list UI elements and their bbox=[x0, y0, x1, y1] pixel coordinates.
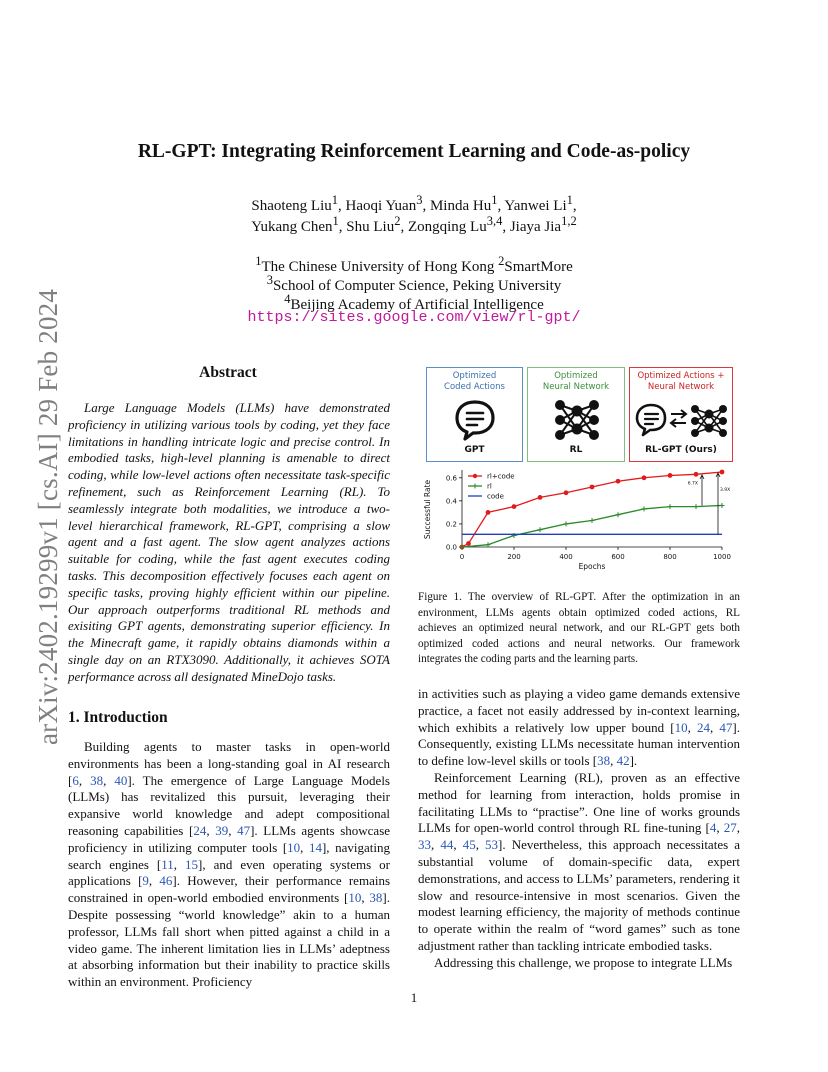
rl-box-header: Optimized Neural Network bbox=[542, 371, 610, 392]
intro-left-column bbox=[68, 739, 390, 991]
data-point-rl+code bbox=[616, 479, 621, 484]
data-point-rl bbox=[538, 527, 543, 532]
y-tick-label: 0.4 bbox=[445, 497, 457, 506]
intro-paragraph-continued: in activities such as playing a video game demands extensive practice, a facet not easily addressed by in-context learning, which exhibits a relatively low upper bound [10, 24, 47]. Consequently, existing LLMs necessitate human intervention to define low-level skills or tools [38, 42]. bbox=[418, 686, 741, 769]
intro-right-column bbox=[418, 686, 740, 972]
author-list-line-1: Shaoteng Liu$^1$, Haoqi Yuan$^3$, Minda Hu$^1$, Yanwei Li$^1$, bbox=[251, 193, 577, 214]
x-axis-label: Epochs bbox=[578, 562, 606, 571]
intro-paragraph-proposal: Addressing this challenge, we propose to integrate LLMs bbox=[434, 954, 733, 970]
gap-arrow-rl bbox=[700, 475, 704, 505]
rl-box-footer: RL bbox=[569, 445, 583, 455]
data-point-rl bbox=[460, 545, 465, 550]
abstract-paragraph: Large Language Models (LLMs) have demonstrated proficiency in utilizing various tools by coding, yet they face limitations in handling intricate logic and precise control. In embodied tasks, high-level planning is amenable to direct coding, while low-level actions often necessitate task-specific refinement, such as Reinforcement Learning (RL). To seamlessly integrate both modalities, we introduce a two-level hierarchical framework, RL-GPT, comprising a slow agent and a fast agent. The slow agent analyzes actions suitable for coding, while the fast agent executes coding tasks. This decomposition effectively focuses each agent on specific tasks, proving highly efficient within our pipeline. Our approach outperforms traditional RL methods and exisiting GPT agents, demonstrating superior efficiency. In the Minecraft game, it rapidly obtains diamonds within a single day on an RTX3090. Additionally, it achieves SOTA performance across all designated MineDojo tasks. bbox=[68, 400, 390, 684]
page-number: 1 bbox=[410, 990, 418, 1005]
abstract-heading: Abstract bbox=[199, 364, 257, 381]
chat-bubble-icon bbox=[453, 398, 497, 442]
data-point-rl+code bbox=[512, 504, 517, 509]
gap-label-rl: 6.7X bbox=[687, 481, 698, 487]
affiliation-1: $^1$The Chinese University of Hong Kong $^2$SmartMore bbox=[255, 254, 573, 275]
data-point-rl+code bbox=[486, 510, 491, 515]
figure-caption: Figure 1. The overview of RL-GPT. After the optimization in an environment, LLMs agents obtain optimized coded actions, RL achieves an optimized neural network, and our RL-GPT gets both optimized coded actions and neural networks. Our framework integrates the coding parts and the learning parts. bbox=[418, 591, 740, 665]
y-tick-label: 0.2 bbox=[445, 520, 457, 529]
intro-paragraph-rl: Reinforcement Learning (RL), proven as an effective method for learning from interaction, holds promise in facilitating LLMs to “practise”. One line of works grounds LLMs for open-world control through RL fine-tuning [4, 27, 33, 44, 45, 53]. Nevertheless, this approach necessitates a substantial volume of domain-specific data, expert demonstrations, and access to LLMs’ parameters, rendering it slow and resource-intensive in most scenarios. Given the modest learning efficiency, the majority of methods continue to operate within the realm of “word games” such as tone adjustment rather than tackling intricate embodied tasks. bbox=[418, 769, 741, 953]
y-axis-label: Successful Rate bbox=[423, 479, 432, 540]
x-tick-label: 0 bbox=[459, 553, 465, 561]
gap-arrow-code bbox=[716, 473, 720, 534]
arxiv-identifier: arXiv:2402.19299v1 [cs.AI] 29 Feb 2024 bbox=[33, 288, 63, 745]
chat-network-exchange-icon bbox=[633, 401, 729, 441]
legend-label-rl: rl bbox=[487, 482, 492, 491]
data-point-rl+code bbox=[466, 541, 471, 546]
affiliation-2: $^3$School of Computer Science, Peking University bbox=[266, 273, 562, 294]
x-tick-label: 600 bbox=[611, 553, 625, 561]
data-point-rl+code bbox=[564, 490, 569, 495]
affiliation-3: $^4$Beijing Academy of Artificial Intelligence bbox=[284, 292, 544, 313]
intro-paragraph: Building agents to master tasks in open-world environments has been a long-standing goal in AI research [6, 38, 40]. The emergence of Large Language Models (LLMs) has revitalized this pursuit, leveraging their expansive world knowledge and adept compositional reasoning capabilities [24, 39, 47]. LLMs agents showcase proficiency in utilizing computer tools [10, 14], navigating search engines [11, 15], and even operating systems or applications [9, 46]. However, their performance remains constrained in open-world embodied environments [10, 38]. Despite possessing “world knowledge” akin to a human professor, LLMs fall short when pitted against a child in a video game. The inherent limitation lies in LLMs’ adeptness at absorbing information but their inability to practice skills within an environment. Proficiency bbox=[68, 739, 391, 990]
gap-label-code: 3.9X bbox=[720, 488, 731, 494]
data-point-rl bbox=[486, 542, 491, 547]
rl-gpt-box-footer: RL-GPT (Ours) bbox=[645, 445, 717, 455]
data-point-rl+code bbox=[694, 472, 699, 477]
legend-label-code: code bbox=[487, 492, 504, 501]
gpt-box bbox=[426, 367, 523, 462]
data-point-rl+code bbox=[720, 470, 725, 475]
data-point-rl bbox=[590, 518, 595, 523]
rl-gpt-box bbox=[629, 367, 733, 462]
data-point-rl+code bbox=[642, 475, 647, 480]
rl-gpt-box-header: Optimized Actions + Neural Network bbox=[637, 371, 725, 392]
data-point-rl bbox=[668, 504, 673, 509]
data-point-rl+code bbox=[538, 495, 543, 500]
gpt-box-header: Optimized Coded Actions bbox=[444, 371, 505, 392]
data-point-rl bbox=[720, 503, 725, 508]
figure-1 bbox=[420, 362, 740, 580]
data-point-rl bbox=[564, 521, 569, 526]
x-tick-label: 800 bbox=[663, 553, 677, 561]
data-point-rl bbox=[694, 504, 699, 509]
paper-title: RL-GPT: Integrating Reinforcement Learning and Code-as-policy bbox=[137, 141, 691, 162]
y-tick-label: 0.0 bbox=[445, 543, 457, 552]
y-tick-label: 0.6 bbox=[445, 474, 457, 483]
data-point-rl+code bbox=[668, 473, 673, 478]
data-point-rl+code bbox=[590, 485, 595, 490]
abstract-body bbox=[68, 400, 390, 686]
x-tick-label: 1000 bbox=[713, 553, 731, 561]
series-line-rl+code bbox=[462, 472, 722, 547]
legend-marker-rl+code bbox=[473, 474, 477, 478]
legend-marker-rl bbox=[473, 484, 478, 489]
data-point-rl bbox=[616, 512, 621, 517]
neural-network-icon bbox=[552, 397, 602, 443]
author-list-line-2: Yukang Chen$^1$, Shu Liu$^2$, Zongqing Lu$^{3,4}$, Jiaya Jia$^{1,2}$ bbox=[251, 214, 577, 235]
data-point-rl bbox=[642, 506, 647, 511]
project-url-link[interactable]: https://sites.google.com/view/rl-gpt/ bbox=[247, 309, 581, 326]
success-rate-chart bbox=[420, 464, 740, 580]
gpt-box-footer: GPT bbox=[464, 445, 485, 455]
legend-label-rl+code: rl+code bbox=[487, 472, 515, 481]
x-tick-label: 200 bbox=[507, 553, 521, 561]
section-heading-introduction: 1. Introduction bbox=[68, 709, 168, 726]
rl-box bbox=[527, 367, 625, 462]
x-tick-label: 400 bbox=[559, 553, 573, 561]
series-line-rl bbox=[462, 505, 722, 547]
